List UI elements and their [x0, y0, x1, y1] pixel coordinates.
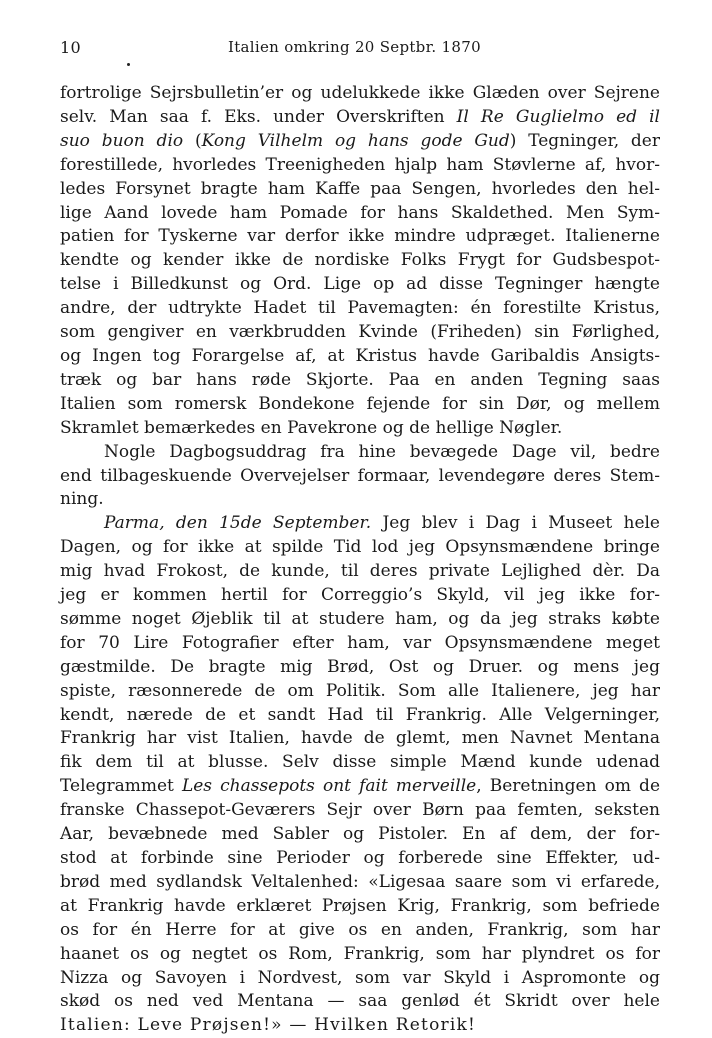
text-line: Aar, bevæbnede med Sabler og Pistoler. En af dem, der for- — [60, 824, 660, 845]
text-line: ledes Forsynet bragte ham Kaffe paa Sengen, hvorledes den hel- — [60, 178, 660, 199]
text-line: Telegrammet Les chassepots ont fait merveille, Beretningen om de — [60, 776, 661, 797]
text-line: ning. — [60, 489, 104, 510]
text-line: kendt, nærede de et sandt Had til Frankrig. Alle Velgerninger, — [60, 704, 660, 725]
book-page — [60, 38, 660, 1038]
text-line: Nogle Dagbogsuddrag fra hine bevægede Dage vil, bedre — [104, 441, 660, 462]
text-line: Frankrig har vist Italien, havde de glemt, men Navnet Mentana — [60, 728, 660, 749]
text-line: suo buon dio (Kong Vilhelm og hans gode Gud) Tegninger, der — [60, 130, 660, 151]
running-header — [60, 38, 660, 66]
text-line: selv. Man saa f. Eks. under Overskriften Il Re Guglielmo ed il — [60, 106, 660, 127]
text-line: Skramlet bemærkedes en Pavekrone og de hellige Nøgler. — [60, 417, 563, 438]
text-line: haanet os og negtet os Rom, Frankrig, som har plyndret os for — [60, 943, 660, 964]
running-title: Italien omkring 20 Septbr. 1870 — [228, 38, 481, 56]
text-line: os for én Herre for at give os en anden, Frankrig, som har — [60, 919, 660, 940]
text-line: Parma, den 15de September. Jeg blev i Dag i Museet hele — [104, 513, 660, 534]
text-line: lige Aand lovede ham Pomade for hans Skaldethed. Men Sym- — [60, 202, 660, 223]
text-line: fik dem til at blusse. Selv disse simple Mænd kunde udenad — [60, 752, 660, 773]
diary-dateline: Parma, den 15de September. — [104, 513, 372, 534]
text-line: Dagen, og for ikke at spilde Tid lod jeg Opsynsmændene bringe — [60, 537, 660, 558]
text-line: som gengiver en værkbrudden Kvinde (Friheden) sin Førlighed, — [60, 322, 660, 343]
text-line: telse i Billedkunst og Ord. Lige op ad disse Tegninger hængte — [60, 274, 660, 295]
text-line: forestillede, hvorledes Treenigheden hjalp ham Støvlerne af, hvor- — [60, 154, 660, 175]
text-line: franske Chassepot-Geværers Sejr over Børn paa femten, seksten — [60, 800, 660, 821]
text-line: Nizza og Savoyen i Nordvest, som var Skyld i Aspromonte og — [60, 967, 660, 988]
text-line: kendte og kender ikke de nordiske Folks Frygt for Gudsbespot- — [60, 250, 660, 271]
text-line: fortrolige Sejrsbulletin’er og udelukkede ikke Glæden over Sejrene — [60, 83, 660, 103]
text-line: stod at forbinde sine Perioder og forberede sine Effekter, ud- — [60, 848, 660, 868]
italic-translation: Kong Vilhelm og hans gode Gud — [201, 130, 510, 151]
text-line: jeg er kommen hertil for Correggio’s Skyld, vil jeg ikke for- — [60, 585, 660, 606]
italic-title: Il Re Guglielmo ed il — [456, 106, 660, 127]
text-line: Italien som romersk Bondekone fejende for sin Dør, og mellem — [60, 393, 660, 414]
text-line: at Frankrig havde erklæret Prøjsen Krig, Frankrig, som befriede — [60, 895, 660, 916]
text-line: sømme noget Øjeblik til at studere ham, og da jeg straks købte — [60, 608, 660, 629]
text-line: Italien: Leve Prøjsen!» — Hvilken Retorik! — [60, 1015, 476, 1036]
text-line: andre, der udtrykte Hadet til Pavemagten: én forestilte Kristus, — [60, 298, 660, 319]
text-line: gæstmilde. De bragte mig Brød, Ost og Druer. og mens jeg — [60, 656, 660, 677]
text-line: end tilbageskuende Overvejelser formaar, levendegøre deres Stem- — [60, 465, 660, 486]
text-line: for 70 Lire Fotografier efter ham, var Opsynsmændene meget — [60, 632, 660, 653]
text-line: patien for Tyskerne var derfor ikke mindre udpræget. Italienerne — [60, 226, 660, 247]
italic-telegram: Les chassepots ont fait merveille — [181, 776, 477, 797]
body-text — [60, 82, 660, 1038]
text-line: skød os ned ved Mentana — saa genlød ét Skridt over hele — [60, 991, 660, 1012]
print-speck — [127, 63, 130, 66]
text-line: og Ingen tog Forargelse af, at Kristus havde Garibaldis Ansigts- — [60, 345, 660, 366]
page-number: 10 — [60, 38, 81, 57]
text-line: mig hvad Frokost, de kunde, til deres private Lejlighed dèr. Da — [60, 561, 660, 582]
text-line: brød med sydlandsk Veltalenhed: «Ligesaa saare som vi erfarede, — [60, 871, 660, 892]
text-line: spiste, ræsonnerede de om Politik. Som alle Italienere, jeg har — [60, 680, 660, 701]
text-line: træk og bar hans røde Skjorte. Paa en anden Tegning saas — [60, 369, 660, 390]
